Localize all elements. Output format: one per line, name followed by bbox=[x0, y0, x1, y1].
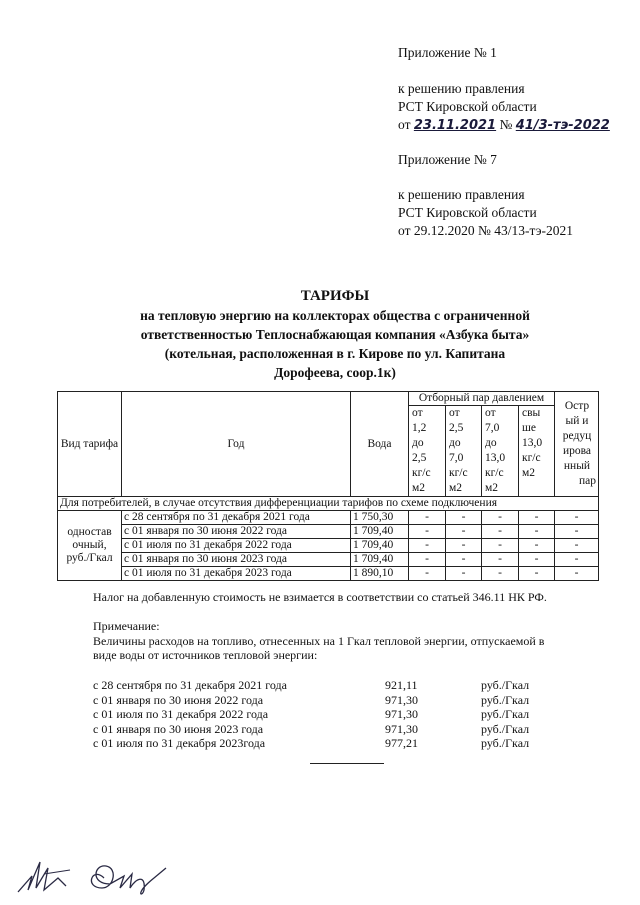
row-water: 1 709,40 bbox=[351, 553, 409, 567]
row-steam-1: - bbox=[409, 539, 446, 553]
fuel-value: 921,11 bbox=[385, 678, 418, 692]
row-ostry: - bbox=[555, 525, 599, 539]
signature-stroke-3 bbox=[91, 866, 166, 894]
separator-line bbox=[310, 763, 384, 764]
fuel-unit: руб./Гкал bbox=[481, 721, 530, 736]
list-item bbox=[93, 707, 563, 722]
fuel-unit: руб./Гкал bbox=[481, 736, 530, 750]
document-title bbox=[100, 287, 570, 382]
row-steam-2: - bbox=[446, 539, 482, 553]
title-line4: Дорофеева, соор.1к) bbox=[274, 365, 396, 380]
header-voda: Вода bbox=[351, 392, 409, 497]
row-steam-2: - bbox=[446, 567, 482, 581]
section-label: Для потребителей, в случае отсутствия дифференциации тарифов по схеме подключения bbox=[58, 497, 599, 511]
row-water: 1 890,10 bbox=[351, 567, 409, 581]
row-period: с 28 сентября по 31 декабря 2021 года bbox=[122, 511, 351, 525]
row-steam-1: - bbox=[409, 553, 446, 567]
appendix-1-line1: к решению правления bbox=[398, 81, 525, 96]
row-period: с 01 января по 30 июня 2023 года bbox=[122, 553, 351, 567]
row-steam-3: - bbox=[482, 511, 519, 525]
appendix-7-line1: к решению правления bbox=[398, 187, 525, 202]
table-row bbox=[58, 539, 599, 553]
row-period: с 01 января по 30 июня 2022 года bbox=[122, 525, 351, 539]
row-steam-4: - bbox=[519, 553, 555, 567]
header-steam-1: от 1,2 до 2,5 кг/с м2 bbox=[409, 406, 446, 497]
fuel-unit: руб./Гкал bbox=[481, 692, 530, 707]
row-water: 1 750,30 bbox=[351, 511, 409, 525]
row-ostry: - bbox=[555, 553, 599, 567]
row-steam-3: - bbox=[482, 567, 519, 581]
list-item bbox=[93, 693, 563, 708]
row-steam-2: - bbox=[446, 511, 482, 525]
fuel-period: с 28 сентября по 31 декабря 2021 года bbox=[93, 678, 287, 692]
row-ostry: - bbox=[555, 539, 599, 553]
appendix-7-line3: от 29.12.2020 № 43/13-тэ-2021 bbox=[398, 223, 573, 238]
fuel-period: с 01 июля по 31 декабря 2022 года bbox=[93, 707, 269, 721]
row-steam-1: - bbox=[409, 511, 446, 525]
header-ostry: Остр ый и редуц ирова нный пар bbox=[555, 392, 599, 497]
table-row bbox=[58, 511, 599, 525]
fuel-unit: руб./Гкал bbox=[481, 707, 530, 721]
from-prefix: от bbox=[398, 117, 411, 132]
appendix-1-title: Приложение № 1 bbox=[398, 45, 497, 60]
fuel-value: 971,30 bbox=[385, 692, 418, 707]
fuel-unit: руб./Гкал bbox=[481, 678, 530, 692]
title-line2: ответственностью Теплоснабжающая компания «Азбука быта» bbox=[140, 327, 530, 342]
table-row bbox=[58, 525, 599, 539]
list-item bbox=[93, 678, 563, 693]
row-period: с 01 июля по 31 декабря 2023 года bbox=[122, 567, 351, 581]
list-item bbox=[93, 736, 563, 751]
tariff-table bbox=[57, 391, 599, 581]
row-steam-3: - bbox=[482, 525, 519, 539]
row-steam-3: - bbox=[482, 539, 519, 553]
row-ostry: - bbox=[555, 511, 599, 525]
fuel-period: с 01 июля по 31 декабря 2023года bbox=[93, 736, 266, 750]
header-vid: Вид тарифа bbox=[58, 392, 122, 497]
list-item bbox=[93, 722, 563, 737]
row-water: 1 709,40 bbox=[351, 539, 409, 553]
row-steam-3: - bbox=[482, 553, 519, 567]
note-line2: виде воды от источников тепловой энергии: bbox=[93, 648, 318, 662]
header-god: Год bbox=[122, 392, 351, 497]
header-steam-3: от 7,0 до 13,0 кг/с м2 bbox=[482, 406, 519, 497]
row-ostry: - bbox=[555, 567, 599, 581]
vat-note: Налог на добавленную стоимость не взимается в соответствии со статьей 346.11 НК РФ. bbox=[93, 590, 547, 604]
tariff-type: одностав очный, руб./Гкал bbox=[58, 511, 122, 581]
note-title: Примечание: bbox=[93, 619, 160, 633]
row-steam-2: - bbox=[446, 525, 482, 539]
header-steam-2: от 2,5 до 7,0 кг/с м2 bbox=[446, 406, 482, 497]
fuel-value: 977,21 bbox=[385, 736, 418, 750]
row-steam-1: - bbox=[409, 525, 446, 539]
appendix-7-line2: РСТ Кировской области bbox=[398, 205, 537, 220]
header-steam-4: свы ше 13,0 кг/с м2 bbox=[519, 406, 555, 497]
row-steam-4: - bbox=[519, 511, 555, 525]
row-steam-4: - bbox=[519, 539, 555, 553]
handwritten-date: 23.11.2021 bbox=[413, 118, 497, 133]
title-main: ТАРИФЫ bbox=[300, 288, 370, 304]
table-row bbox=[58, 553, 599, 567]
number-prefix: № bbox=[499, 117, 513, 132]
signature-image bbox=[14, 848, 194, 898]
row-steam-4: - bbox=[519, 567, 555, 581]
table-row bbox=[58, 567, 599, 581]
appendix-1-line2: РСТ Кировской области bbox=[398, 99, 537, 114]
header-steam-group: Отборный пар давлением bbox=[409, 392, 555, 406]
fuel-period: с 01 января по 30 июня 2022 года bbox=[93, 692, 264, 707]
handwritten-number: 41/3-тэ-2022 bbox=[515, 118, 610, 133]
fuel-value: 971,30 bbox=[385, 721, 418, 736]
title-line1: на тепловую энергию на коллекторах общества с ограниченной bbox=[140, 308, 530, 323]
row-water: 1 709,40 bbox=[351, 525, 409, 539]
appendix-7-title: Приложение № 7 bbox=[398, 152, 497, 167]
title-line3: (котельная, расположенная в г. Кирове по ул. Капитана bbox=[164, 346, 506, 361]
fuel-period: с 01 января по 30 июня 2023 года bbox=[93, 721, 264, 736]
fuel-value: 971,30 bbox=[385, 707, 418, 721]
row-steam-2: - bbox=[446, 553, 482, 567]
row-steam-4: - bbox=[519, 525, 555, 539]
note-line1: Величины расходов на топливо, отнесенных на 1 Гкал тепловой энергии, отпускаемой в bbox=[93, 634, 545, 648]
fuel-list bbox=[93, 678, 563, 751]
appendix-1-decision bbox=[398, 116, 610, 135]
row-period: с 01 июля по 31 декабря 2022 года bbox=[122, 539, 351, 553]
signature-stroke-1 bbox=[18, 862, 66, 892]
row-steam-1: - bbox=[409, 567, 446, 581]
